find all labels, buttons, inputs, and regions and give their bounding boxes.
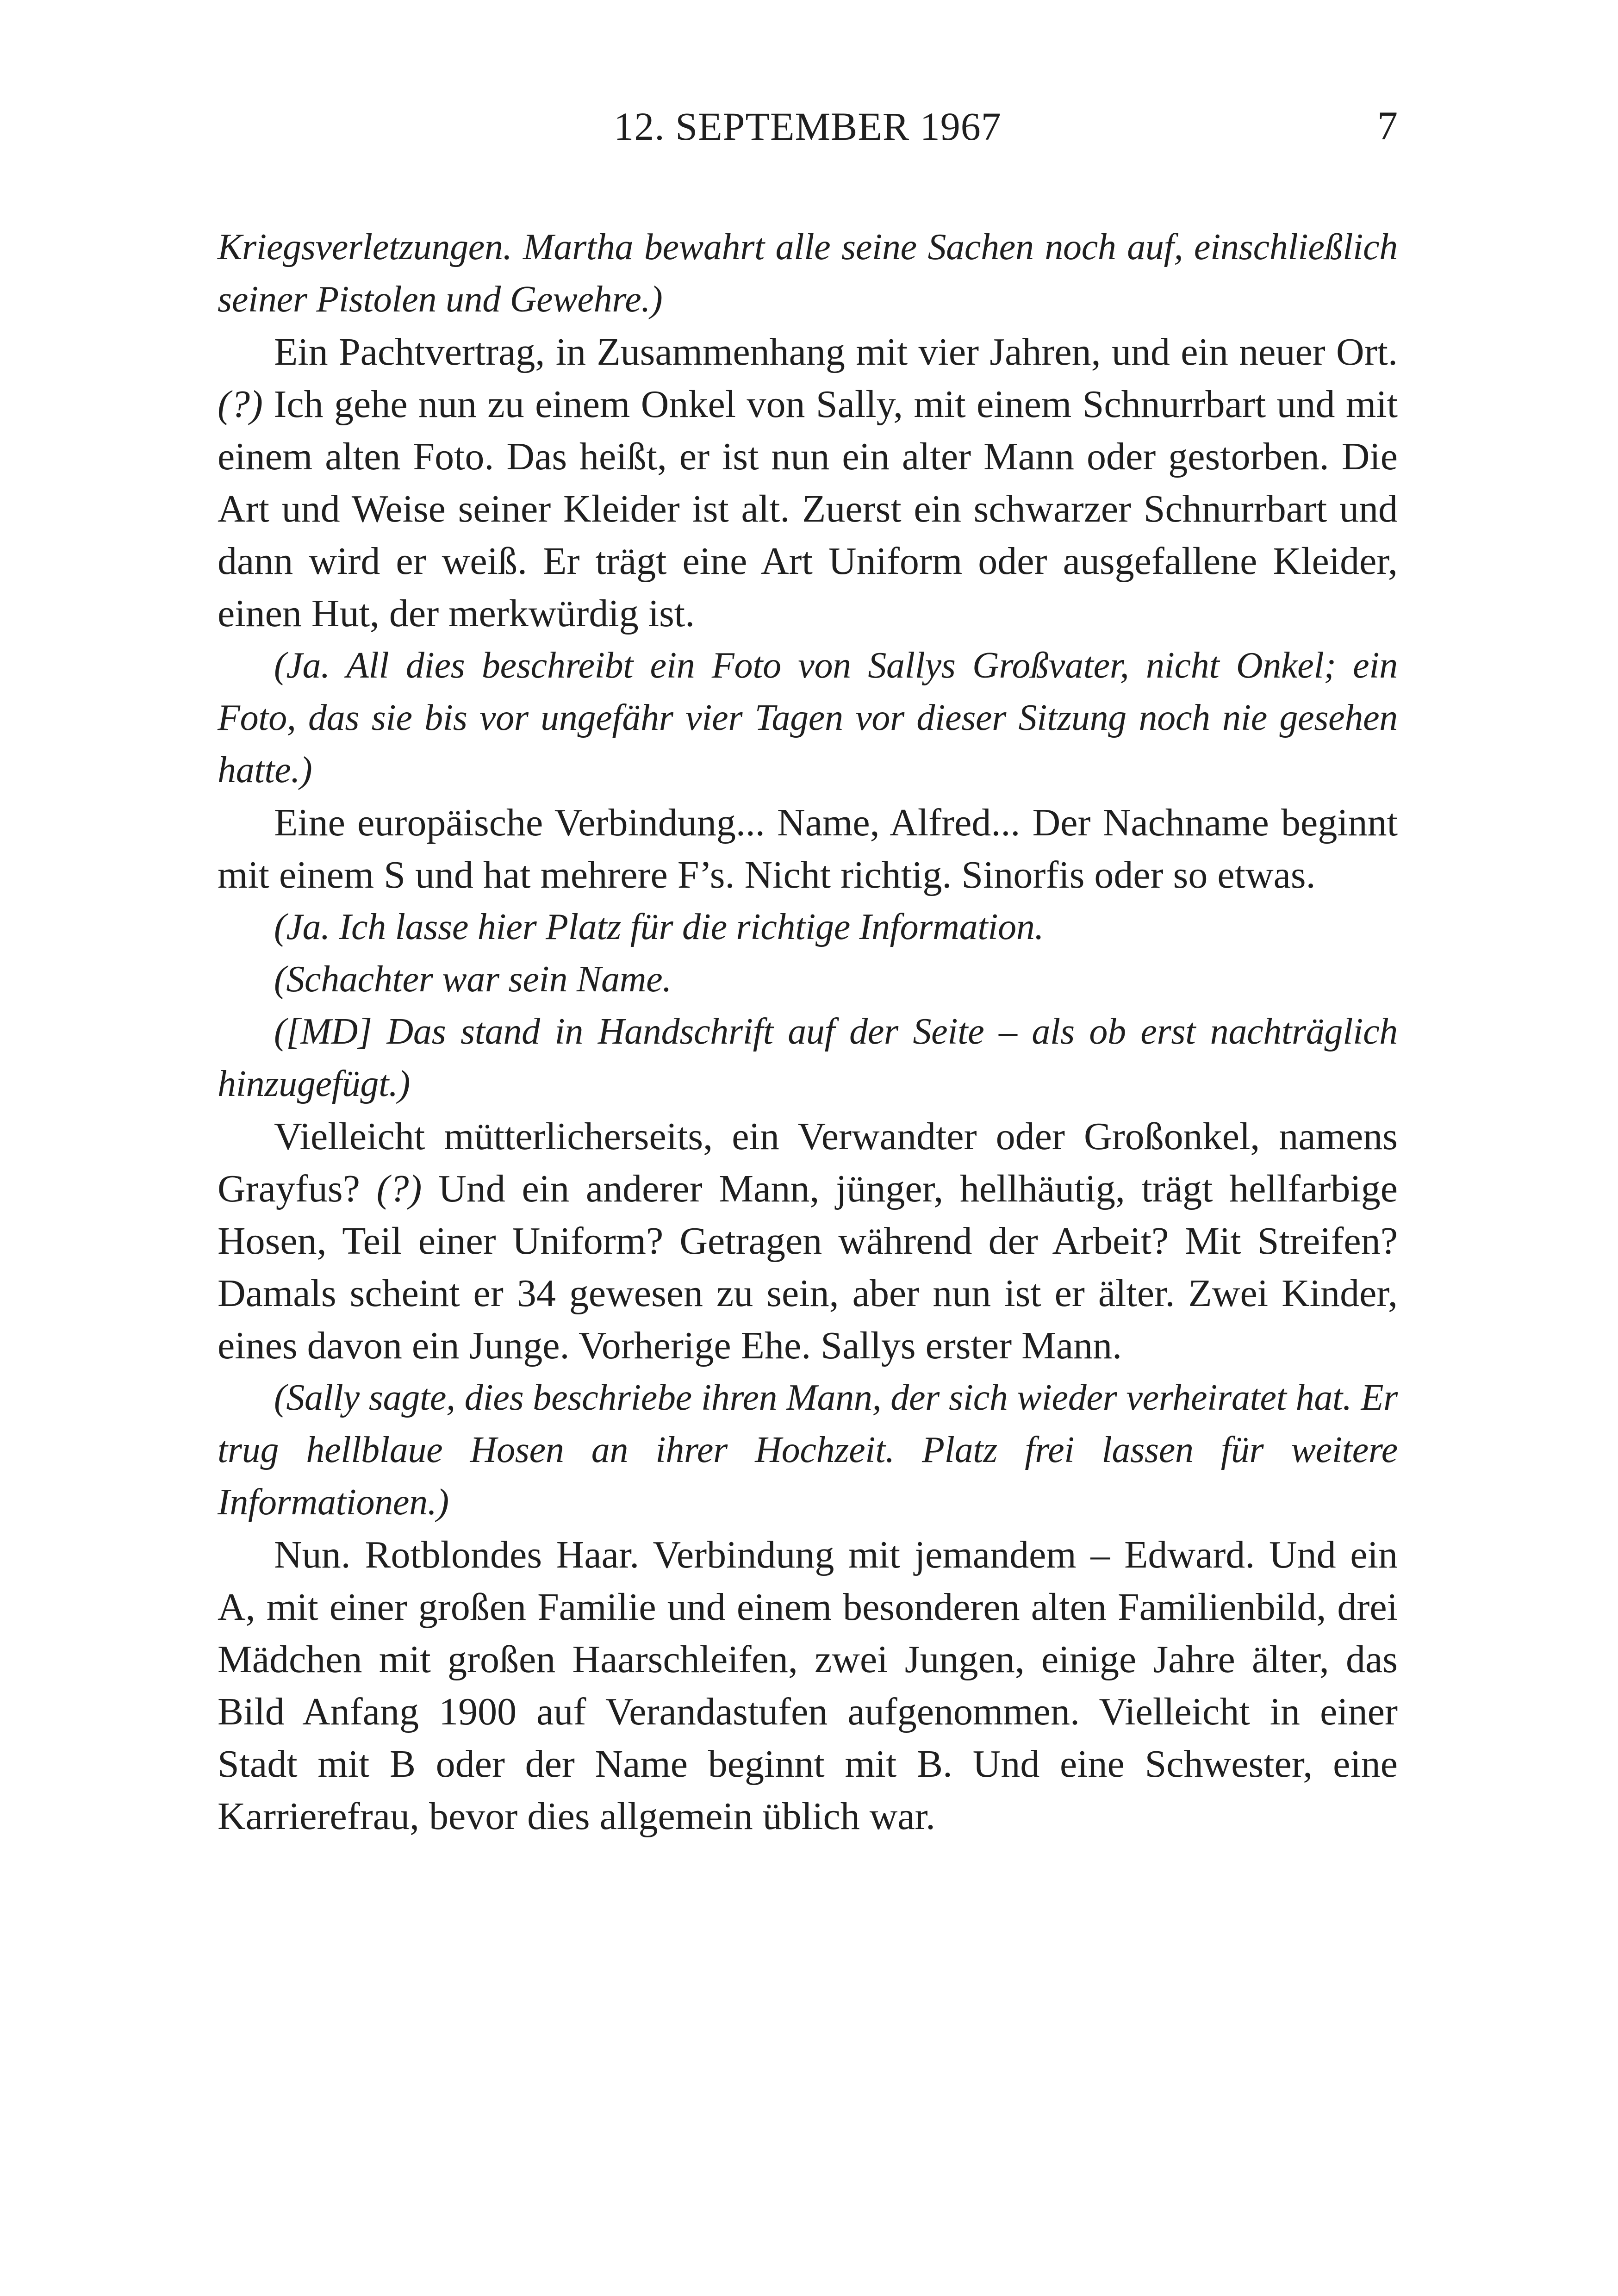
body-text bbox=[218, 221, 1398, 1842]
note-paragraph: ([MD] Das stand in Handschrift auf der Seite – als ob erst nachträglich hinzugefügt.) bbox=[218, 1011, 1398, 1104]
page-header bbox=[218, 101, 1398, 152]
body-paragraph: Nun. Rotblondes Haar. Verbindung mit jemandem – Edward. Und ein A, mit einer großen Familie und einem besonderen alten Familienbild, drei Mädchen mit großen Haarschleifen, zwei Jungen, einige Jahre älter, das Bild Anfang 1900 auf Verandastufen aufgenommen. Vielleicht in einer Stadt mit B oder der Name beginnt mit B. Und eine Schwester, eine Karrierefrau, bevor dies allgemein üblich war. bbox=[218, 1533, 1398, 1838]
note-paragraph: (Sally sagte, dies beschriebe ihren Mann, der sich wieder verheiratet hat. Er trug hellblaue Hosen an ihrer Hochzeit. Platz frei lassen für weitere Informationen.) bbox=[218, 1377, 1398, 1523]
body-paragraph bbox=[218, 326, 1398, 640]
note-paragraph: (Schachter war sein Name. bbox=[274, 959, 672, 1000]
uncertainty-marker: (?) bbox=[376, 1167, 422, 1210]
paragraph-text: Ein Pachtvertrag, in Zusammenhang mit vier Jahren, und ein neuer Ort. bbox=[274, 330, 1398, 373]
page-number: 7 bbox=[1377, 104, 1398, 149]
note-paragraph: (Ja. All dies beschreibt ein Foto von Sallys Großvater, nicht Onkel; ein Foto, das sie bis vor ungefähr vier Tagen vor dieser Sitzung noch nie gesehen hatte.) bbox=[218, 645, 1398, 790]
body-paragraph: Eine europäische Verbindung... Name, Alfred... Der Nachname beginnt mit einem S und hat mehrere F’s. Nicht richtig. Sinorfis oder so etwas. bbox=[218, 801, 1398, 896]
paragraph-text: Ich gehe nun zu einem Onkel von Sally, mit einem Schnurrbart und mit einem alten Foto. Das heißt, er ist nun ein alter Mann oder gestorben. Die Art und Weise seiner Kleider ist alt. Zuerst ein schwarzer Schnurrbart und dann wird er weiß. Er trägt eine Art Uniform oder ausgefallene Kleider, einen Hut, der merkwürdig ist. bbox=[218, 383, 1398, 635]
running-title: 12. SEPTEMBER 1967 bbox=[614, 104, 1002, 149]
body-paragraph bbox=[218, 1110, 1398, 1372]
paragraph-text: Und ein anderer Mann, jünger, hellhäutig, trägt hellfarbige Hosen, Teil einer Uniform? Getragen während der Arbeit? Mit Streifen? Damals scheint er 34 gewesen zu sein, aber nun ist er älter. Zwei Kinder, eines davon ein Junge. Vorherige Ehe. Sallys erster Mann. bbox=[218, 1167, 1398, 1367]
note-paragraph: (Ja. Ich lasse hier Platz für die richtige Information. bbox=[274, 907, 1044, 947]
paragraph-text: Vielleicht mütterlicherseits, ein Verwandter oder Großonkel, namens Grayfus? bbox=[218, 1115, 1398, 1210]
note-paragraph: Kriegsverletzungen. Martha bewahrt alle seine Sachen noch auf, einschließlich seiner Pistolen und Gewehre.) bbox=[218, 227, 1398, 320]
uncertainty-marker: (?) bbox=[218, 383, 263, 426]
